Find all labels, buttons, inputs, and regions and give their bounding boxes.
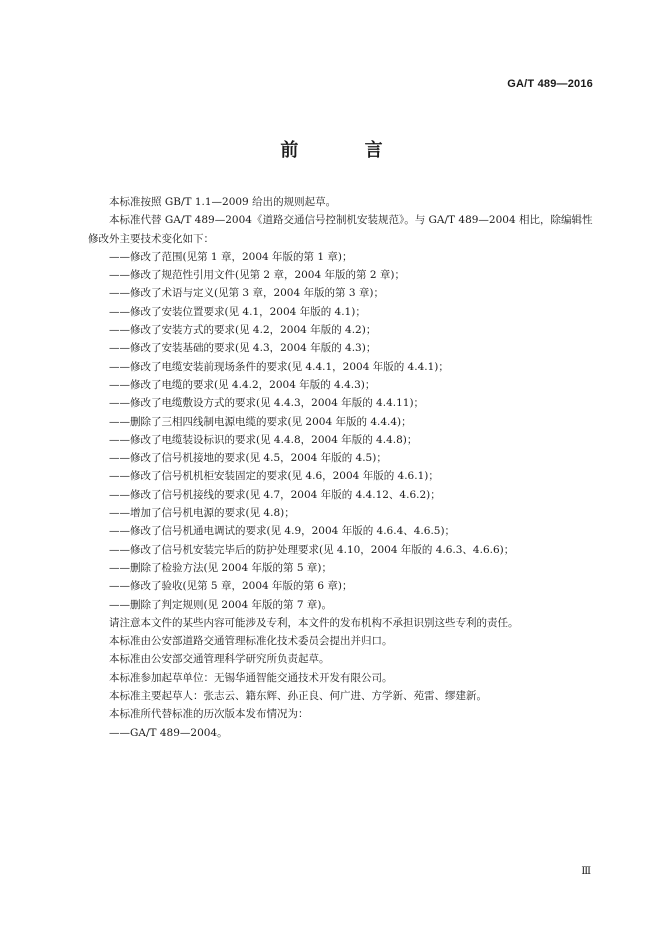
list-item: ——增加了信号机电源的要求(见 4.8)； <box>109 507 295 520</box>
list-item: ——修改了术语与定义(见第 3 章，2004 年版的第 3 章)； <box>109 287 384 300</box>
list-item: ——修改了电缆装设标识的要求(见 4.4.8，2004 年版的 4.4.8)； <box>109 433 418 446</box>
list-item: ——修改了电缆的要求(见 4.4.2，2004 年版的 4.4.3)； <box>109 378 376 391</box>
list-item: ——修改了信号机安装完毕后的防护处理要求(见 4.10，2004 年版的 4.6.3、4.6.6)； <box>109 543 515 556</box>
changes-list <box>88 248 598 614</box>
list-item: ——修改了安装方式的要求(见 4.2，2004 年版的 4.2)； <box>109 324 377 337</box>
closing-paragraph: 本标准所代替标准的历次版本发布情况为： <box>109 708 309 721</box>
page-number: Ⅲ <box>581 866 591 877</box>
list-item: ——删除了判定规则(见 2004 年版的第 7 章)。 <box>109 598 332 611</box>
list-item: ——修改了电缆敷设方式的要求(见 4.4.3，2004 年版的 4.4.11)； <box>109 397 425 410</box>
list-item: ——修改了安装位置要求(见 4.1，2004 年版的 4.1)； <box>109 305 366 318</box>
list-item: ——修改了安装基础的要求(见 4.3，2004 年版的 4.3)； <box>109 342 377 355</box>
list-item: ——修改了规范性引用文件(见第 2 章，2004 年版的第 2 章)； <box>109 269 405 282</box>
closing-paragraph: 请注意本文件的某些内容可能涉及专利，本文件的发布机构不承担识别这些专利的责任。 <box>109 616 519 629</box>
list-item: ——修改了信号机通电调试的要求(见 4.9，2004 年版的 4.6.4、4.6.5)； <box>109 525 456 538</box>
document-body <box>88 193 598 742</box>
list-item: ——修改了信号机机柜安装固定的要求(见 4.6，2004 年版的 4.6.1)； <box>109 470 439 483</box>
intro-paragraph: 本标准代替 GA/T 489—2004《道路交通信号控制机安装规范》。与 GA/T 489—2004 相比，除编辑性修改外主要技术变化如下： <box>88 214 593 245</box>
list-item: ——修改了信号机接地的要求(见 4.5，2004 年版的 4.5)； <box>109 452 387 465</box>
closing-paragraph: 本标准主要起草人：张志云、籍东辉、孙正良、何广进、方学新、苑雷、缪建新。 <box>109 690 487 703</box>
list-item: ——修改了范围(见第 1 章，2004 年版的第 1 章)； <box>109 250 353 263</box>
list-item: ——修改了电缆安装前现场条件的要求(见 4.4.1，2004 年版的 4.4.1)； <box>109 360 449 373</box>
standard-number: GA/T 489—2016 <box>507 78 593 90</box>
closing-paragraph: 本标准由公安部道路交通管理标准化技术委员会提出并归口。 <box>109 635 393 648</box>
intro-paragraph: 本标准按照 GB/T 1.1—2009 给出的规则起草。 <box>109 196 337 208</box>
page-title: 前 言 <box>280 140 413 161</box>
history-item: ——GA/T 489—2004。 <box>109 726 228 739</box>
list-item: ——修改了信号机接线的要求(见 4.7，2004 年版的 4.4.12、4.6.2)； <box>109 488 441 501</box>
list-item: ——删除了检验方法(见 2004 年版的第 5 章)； <box>109 561 332 574</box>
closing-paragraph: 本标准由公安部交通管理科学研究所负责起草。 <box>109 653 330 666</box>
list-item: ——删除了三相四线制电源电缆的要求(见 2004 年版的 4.4.4)； <box>109 415 412 428</box>
closing-paragraph: 本标准参加起草单位：无锡华通智能交通技术开发有限公司。 <box>109 671 393 684</box>
list-item: ——修改了验收(见第 5 章，2004 年版的第 6 章)； <box>109 580 353 593</box>
